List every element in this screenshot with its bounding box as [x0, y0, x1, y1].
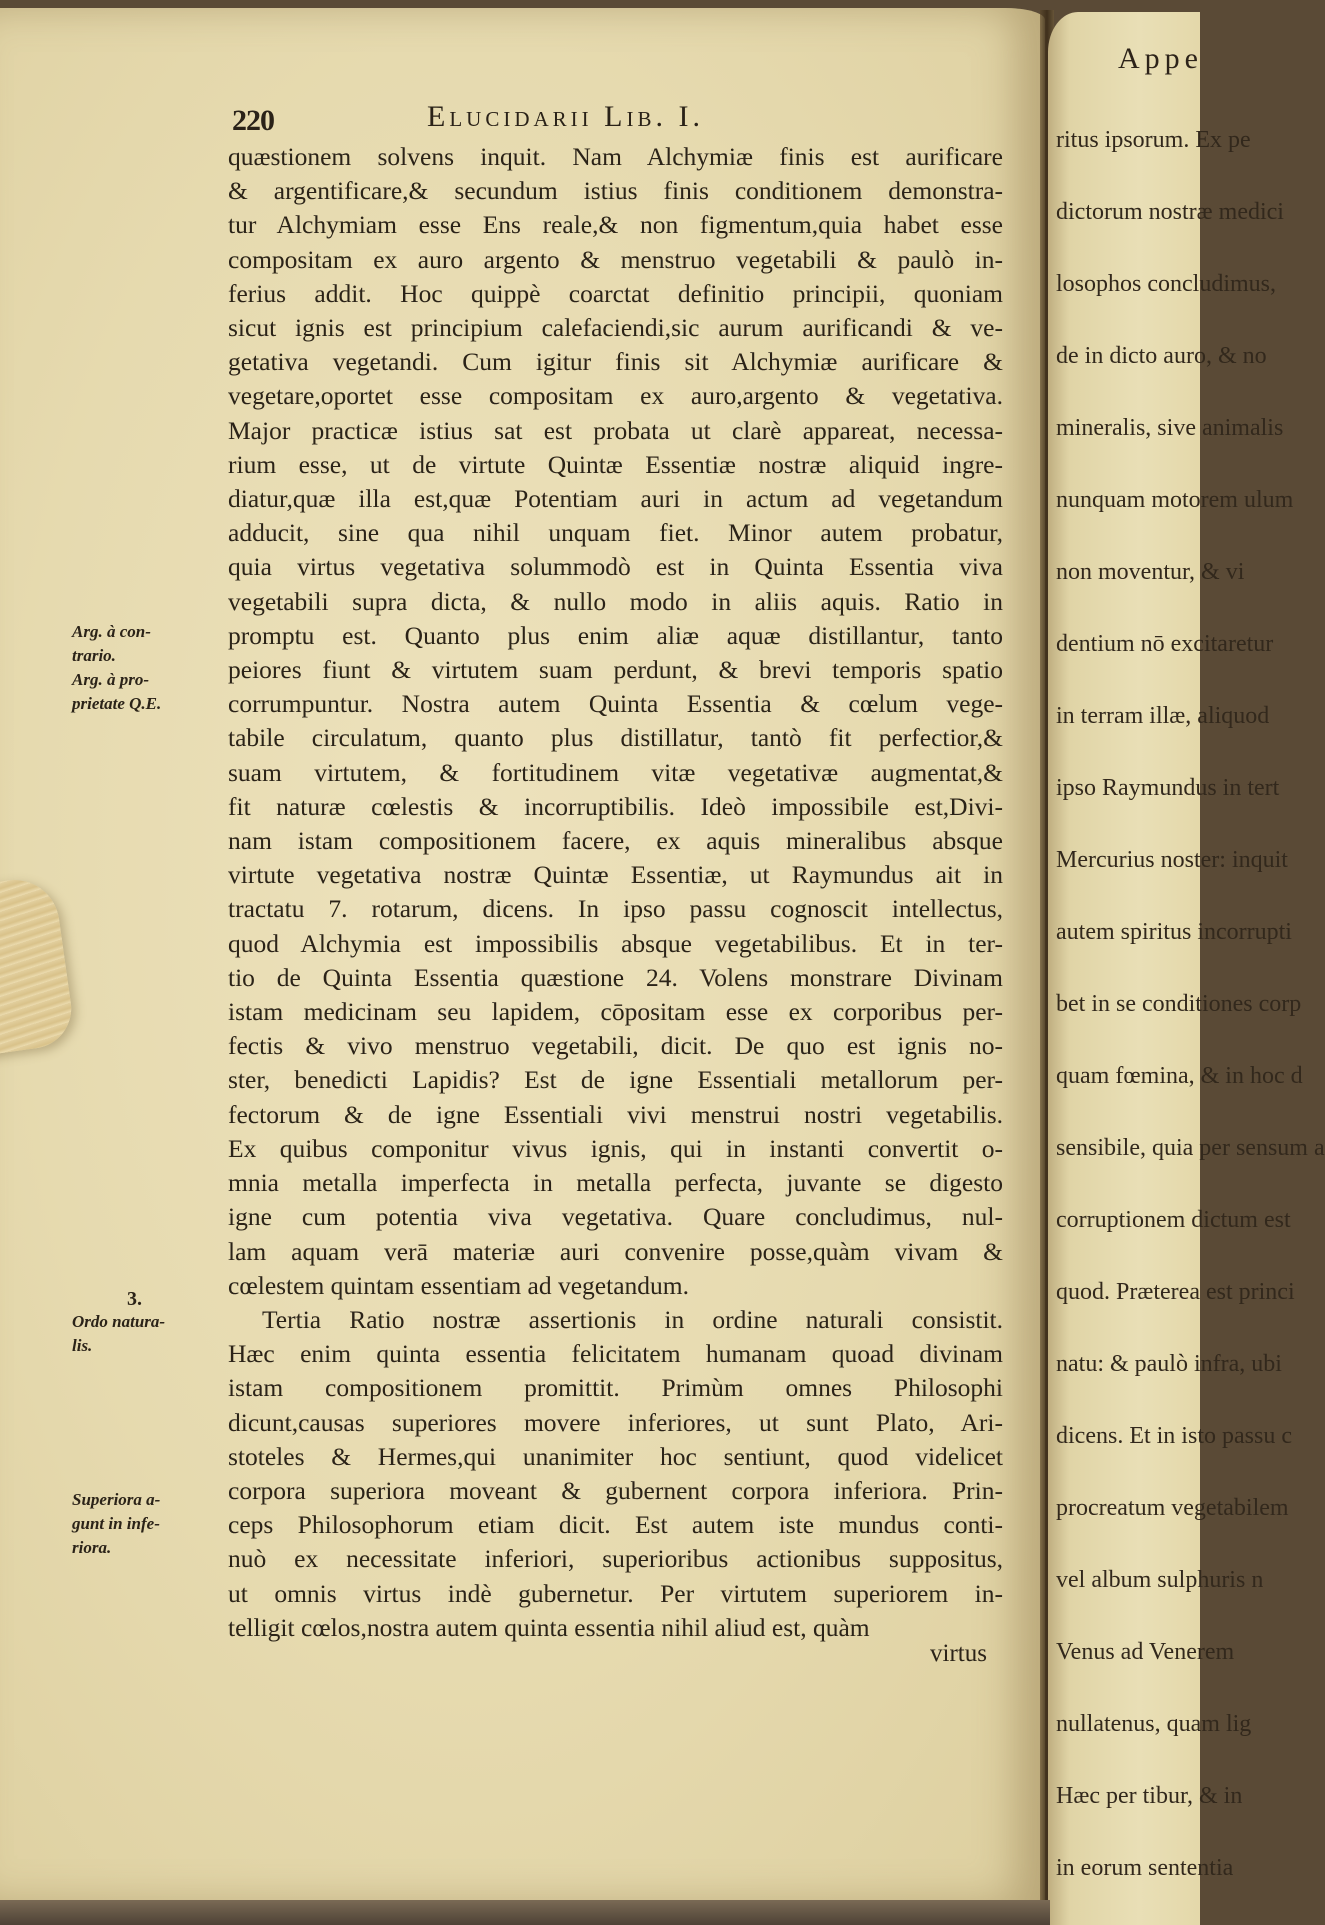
text-line: lam aquam verā materiæ auri convenire posse,quàm vivam & — [228, 1236, 1003, 1266]
facing-page-line: in eorum sententia — [1056, 1855, 1234, 1881]
text-line: ut omnis virtus indè gubernetur. Per virtutem superiorem in- — [228, 1578, 1003, 1608]
facing-page-line: ipso Raymundus in tert — [1056, 775, 1280, 801]
text-line: suam virtutem, & fortitudinem vitæ vegetativæ augmentat,& — [228, 757, 1003, 787]
facing-page-line: de in dicto auro, & no — [1056, 343, 1267, 369]
text-line: ferius addit. Hoc quippè coarctat definitio principii, quoniam — [228, 278, 1003, 308]
margin-note-line: Arg. à pro- — [72, 670, 149, 689]
text-line: istam medicinam seu lapidem, cōpositam esse ex corporibus per- — [228, 997, 1003, 1027]
facing-page-line: losophos concludimus, — [1056, 271, 1276, 297]
text-line: rium esse, ut de virtute Quintæ Essentiæ nostræ aliquid ingre- — [228, 449, 1003, 479]
margin-note-line: gunt in infe- — [72, 1514, 160, 1533]
text-line: ster, benedicti Lapidis? Est de igne Essentiali metallorum per- — [228, 1065, 1003, 1095]
text-line: peiores fiunt & virtutem suam perdunt, & brevi temporis spatio — [228, 655, 1003, 685]
margin-note-line: Superiora a- — [72, 1490, 161, 1509]
text-line: quod Alchymia est impossibilis absque vegetabilibus. Et in ter- — [228, 928, 1003, 958]
margin-note-number: 3. — [127, 1288, 142, 1310]
text-line: tur Alchymiam esse Ens reale,& non figmentum,quia habet esse — [228, 210, 1003, 240]
text-line: mnia metalla imperfecta in metalla perfecta, juvante se digesto — [228, 1168, 1003, 1198]
text-line: diatur,quæ illa est,quæ Potentiam auri in actum ad vegetandum — [228, 484, 1003, 514]
running-title: Elucidarii Lib. I. — [427, 100, 704, 133]
page-header — [232, 100, 1002, 140]
body-text — [228, 140, 1003, 1645]
facing-page-line: quam fœmina, & in hoc d — [1056, 1063, 1303, 1089]
margin-note-superiora — [72, 1488, 222, 1560]
text-line: dicunt,causas superiores movere inferiores, ut sunt Plato, Ari- — [228, 1407, 1003, 1437]
facing-page — [1048, 12, 1325, 1925]
text-line: stoteles & Hermes,qui unanimiter hoc sentiunt, quod videlicet — [228, 1441, 1003, 1471]
facing-page-line: autem spiritus incorrupti — [1056, 919, 1292, 945]
text-line: Tertia Ratio nostræ assertionis in ordine naturali consistit. — [262, 1304, 1003, 1334]
facing-page-line: nunquam motorem ulum — [1056, 487, 1294, 513]
margin-note-line: prietate Q.E. — [72, 694, 162, 713]
text-line: fit naturæ cœlestis & incorruptibilis. Ideò impossibile est,Divi- — [228, 791, 1003, 821]
text-line: telligit cœlos,nostra autem quinta essentia nihil aliud est, quàm — [228, 1612, 870, 1642]
margin-note-arguments — [72, 620, 222, 716]
page-number: 220 — [232, 104, 274, 137]
facing-page-line: sensibile, quia per sensum a — [1056, 1135, 1325, 1161]
facing-page-line: nullatenus, quam lig — [1056, 1711, 1252, 1737]
facing-page-line: vel album sulphuris n — [1056, 1567, 1264, 1593]
facing-page-line: bet in se conditiones corp — [1056, 991, 1302, 1017]
text-line: cœlestem quintam essentiam ad vegetandum. — [228, 1270, 689, 1300]
facing-page-line: non moventur, & vi — [1056, 559, 1245, 585]
facing-page-line: dictorum nostræ medici — [1056, 199, 1284, 225]
text-line: corrumpuntur. Nostra autem Quinta Essentia & cœlum vege- — [228, 689, 1003, 719]
text-line: tio de Quinta Essentia quæstione 24. Volens monstrare Divinam — [228, 962, 1003, 992]
text-line: nam istam compositionem facere, ex aquis mineralibus absque — [228, 826, 1003, 856]
facing-page-text — [1056, 104, 1325, 1904]
text-line: tabile circulatum, quanto plus distillatur, tantò fit perfectior,& — [228, 723, 1003, 753]
facing-page-line: Hæc per tibur, & in — [1056, 1783, 1243, 1809]
text-line: Major practicæ istius sat est probata ut clarè appareat, necessa- — [228, 415, 1003, 445]
text-line: nuò ex necessitate inferiori, superioribus actionibus suppositus, — [228, 1544, 1003, 1574]
text-line: corpora superiora moveant & gubernent corpora inferiora. Prin- — [228, 1475, 1003, 1505]
facing-page-line: dentium nō excitaretur — [1056, 631, 1274, 657]
text-line: getativa vegetandi. Cum igitur finis sit Alchymiæ aurificare & — [228, 347, 1003, 377]
margin-note-ordo-naturalis — [72, 1288, 222, 1358]
margin-note-line: trario. — [72, 646, 116, 665]
text-line: sicut ignis est principium calefaciendi,sic aurum aurificandi & ve- — [228, 313, 1003, 343]
text-line: compositam ex auro argento & menstruo vegetabili & paulò in- — [228, 244, 1003, 274]
text-line: quia virtus vegetativa solummodò est in Quinta Essentia viva — [228, 552, 1003, 582]
text-line: quæstionem solvens inquit. Nam Alchymiæ finis est aurificare — [228, 142, 1003, 171]
text-line: adducit, sine qua nihil unquam fiet. Minor autem probatur, — [228, 518, 1003, 548]
margin-note-line: riora. — [72, 1538, 112, 1557]
facing-page-line: Mercurius noster: inquit — [1056, 847, 1288, 873]
text-line: fectorum & de igne Essentiali vivi menstrui nostri vegetabilis. — [228, 1099, 1003, 1129]
text-line: fectis & vivo menstruo vegetabili, dicit. De quo est ignis no- — [228, 1031, 1003, 1061]
margin-note-line: Ordo natura- — [72, 1312, 166, 1331]
page-bottom-edge — [0, 1900, 1050, 1925]
text-line: igne cum potentia viva vegetativa. Quare concludimus, nul- — [228, 1202, 1003, 1232]
margin-note-line: lis. — [72, 1336, 93, 1355]
facing-page-line: dicens. Et in isto passu c — [1056, 1423, 1292, 1449]
text-line: tractatu 7. rotarum, dicens. In ipso passu cognoscit intellectus, — [228, 894, 1003, 924]
facing-page-line: quod. Præterea est princi — [1056, 1279, 1295, 1305]
text-line: ceps Philosophorum etiam dicit. Est autem iste mundus conti- — [228, 1510, 1003, 1540]
catchword: virtus — [930, 1640, 987, 1667]
text-line: Ex quibus componitur vivus ignis, qui in instanti convertit o- — [228, 1133, 1003, 1163]
text-line: & argentificare,& secundum istius finis conditionem demonstra- — [228, 176, 1003, 206]
facing-page-line: mineralis, sive animalis — [1056, 415, 1284, 441]
text-line: vegetare,oportet esse compositam ex auro,argento & vegetativa. — [228, 381, 1003, 411]
facing-page-header: Appe — [1118, 42, 1203, 75]
facing-page-line: in terram illæ, aliquod — [1056, 703, 1270, 729]
facing-page-line: Venus ad Venerem — [1056, 1639, 1235, 1665]
facing-page-line: procreatum vegetabilem — [1056, 1495, 1289, 1521]
text-line: promptu est. Quanto plus enim aliæ aquæ distillantur, tanto — [228, 620, 1003, 650]
text-line: istam compositionem promittit. Primùm omnes Philosophi — [228, 1373, 1003, 1403]
margin-note-line: Arg. à con- — [72, 622, 151, 641]
text-line: vegetabili supra dicta, & nullo modo in aliis aquis. Ratio in — [228, 586, 1003, 616]
facing-page-line: corruptionem dictum est — [1056, 1207, 1291, 1233]
facing-page-line: natu: & paulò infra, ubi — [1056, 1351, 1282, 1377]
facing-page-line: ritus ipsorum. Ex pe — [1056, 127, 1251, 153]
text-line: Hæc enim quinta essentia felicitatem humanam quoad divinam — [228, 1339, 1003, 1369]
text-line: virtute vegetativa nostræ Quintæ Essentiæ, ut Raymundus ait in — [228, 860, 1003, 890]
